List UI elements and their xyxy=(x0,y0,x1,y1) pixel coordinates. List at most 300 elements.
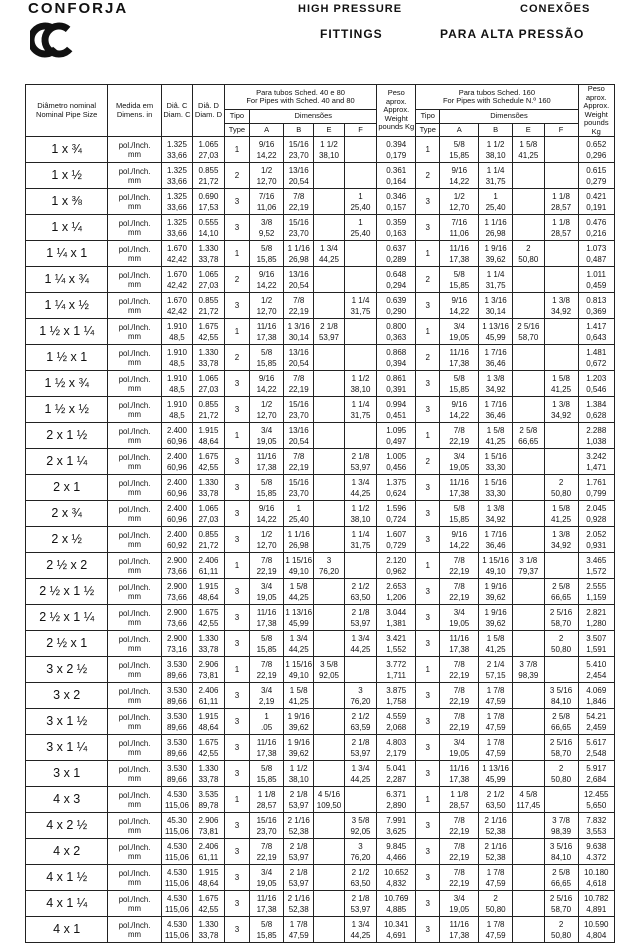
cell-c: 4.530 115,06 xyxy=(161,891,193,917)
cell-w40: 1.005 0,456 xyxy=(377,449,416,475)
cell-f40: 1 1/4 31,75 xyxy=(344,293,377,319)
nominal-size: 2 x 1 xyxy=(26,475,108,501)
cell-a40: 1 .05 xyxy=(250,709,284,735)
cell-w40: 9.845 4,466 xyxy=(377,839,416,865)
cell-e160: 4 5/8 117,45 xyxy=(513,787,545,813)
cell-w160: 4.069 1,846 xyxy=(578,683,614,709)
cell-b160: 1 9/16 39,62 xyxy=(479,241,513,267)
nominal-size: 1 ¼ x ¾ xyxy=(26,267,108,293)
cell-f160: 2 50,80 xyxy=(544,631,578,657)
cell-t40: 2 xyxy=(224,163,249,189)
cell-e160 xyxy=(513,839,545,865)
cell-b160: 1 5/16 33,30 xyxy=(479,449,513,475)
table-row xyxy=(26,683,615,709)
cell-w160: 10.590 4,804 xyxy=(578,917,614,943)
unit-label: pol./Inch. mm xyxy=(108,527,161,553)
cell-b160: 1 5/8 41,25 xyxy=(479,631,513,657)
cell-a160: 7/16 11,06 xyxy=(440,215,479,241)
cell-t40: 3 xyxy=(224,501,249,527)
cell-c: 1.325 33,66 xyxy=(161,189,193,215)
cell-a160: 11/16 17,38 xyxy=(440,475,479,501)
cell-a40: 9/16 14,22 xyxy=(250,371,284,397)
cell-e40: 4 5/16 109,50 xyxy=(314,787,344,813)
unit-label: pol./Inch. mm xyxy=(108,137,161,163)
cell-d: 0.855 21,72 xyxy=(193,293,225,319)
cell-d: 0.555 14,10 xyxy=(193,215,225,241)
cell-e40: 3 76,20 xyxy=(314,553,344,579)
cell-f40: 2 1/2 63,50 xyxy=(344,579,377,605)
unit-label: pol./Inch. mm xyxy=(108,475,161,501)
cell-b40: 2 1/8 53,97 xyxy=(284,787,314,813)
table-row xyxy=(26,189,615,215)
unit-label: pol./Inch. mm xyxy=(108,683,161,709)
cell-f160: 1 5/8 41,25 xyxy=(544,371,578,397)
cell-a160: 7/8 22,19 xyxy=(440,709,479,735)
cell-a160: 3/4 19,05 xyxy=(440,319,479,345)
cell-w40: 7.991 3,625 xyxy=(377,813,416,839)
unit-label: pol./Inch. mm xyxy=(108,241,161,267)
cell-b40: 2 1/16 52,38 xyxy=(284,891,314,917)
cell-e160: 2 5/8 66,65 xyxy=(513,423,545,449)
cell-a40: 3/4 19,05 xyxy=(250,423,284,449)
cell-f40 xyxy=(344,267,377,293)
cell-c: 1.670 42,42 xyxy=(161,267,193,293)
cell-w160: 1.011 0,459 xyxy=(578,267,614,293)
table-row xyxy=(26,787,615,813)
cell-w160: 1.481 0,672 xyxy=(578,345,614,371)
cell-b160: 1 7/8 47,59 xyxy=(479,709,513,735)
cell-b160: 2 1/2 63,50 xyxy=(479,787,513,813)
cell-f160: 1 3/8 34,92 xyxy=(544,397,578,423)
cell-d: 1.675 42,55 xyxy=(193,735,225,761)
cell-f160: 1 3/8 34,92 xyxy=(544,527,578,553)
nominal-size: 2 ½ x 1 ¼ xyxy=(26,605,108,631)
cell-w40: 2.653 1,206 xyxy=(377,579,416,605)
nominal-size: 3 x 1 ¼ xyxy=(26,735,108,761)
cell-b160: 1 3/8 34,92 xyxy=(479,501,513,527)
cell-b160: 1 7/8 47,59 xyxy=(479,683,513,709)
cell-b40: 1 9/16 39,62 xyxy=(284,735,314,761)
cell-f40: 1 1/2 38,10 xyxy=(344,371,377,397)
unit-label: pol./Inch. mm xyxy=(108,579,161,605)
cell-w40: 0.639 0,290 xyxy=(377,293,416,319)
e40-header: E xyxy=(314,123,344,136)
cell-d: 1.675 42,55 xyxy=(193,319,225,345)
cell-t160: 3 xyxy=(416,189,440,215)
cell-w40: 0.637 0,289 xyxy=(377,241,416,267)
cell-e40 xyxy=(314,423,344,449)
cell-t160: 3 xyxy=(416,891,440,917)
cell-t40: 3 xyxy=(224,631,249,657)
nominal-size: 3 x 2 xyxy=(26,683,108,709)
cell-f40: 2 1/8 53,97 xyxy=(344,735,377,761)
cell-w40: 1.596 0,724 xyxy=(377,501,416,527)
cell-t160: 1 xyxy=(416,241,440,267)
cell-b40: 13/16 20,54 xyxy=(284,423,314,449)
cell-f40: 3 76,20 xyxy=(344,839,377,865)
cell-w40: 0.346 0,157 xyxy=(377,189,416,215)
cell-b160: 1 7/8 47,59 xyxy=(479,735,513,761)
cell-f160 xyxy=(544,267,578,293)
cell-b160: 1 7/8 47,59 xyxy=(479,865,513,891)
cell-e160 xyxy=(513,813,545,839)
cell-f160: 1 1/8 28,57 xyxy=(544,189,578,215)
cell-f40: 1 25,40 xyxy=(344,189,377,215)
cell-e40 xyxy=(314,735,344,761)
cell-b160: 1 1/2 38,10 xyxy=(479,137,513,163)
cell-b160: 1 1/4 31,75 xyxy=(479,163,513,189)
unit-label: pol./Inch. mm xyxy=(108,501,161,527)
cell-t40: 2 xyxy=(224,345,249,371)
e160-header: E xyxy=(513,123,545,136)
cell-c: 1.910 48,5 xyxy=(161,371,193,397)
cell-c: 2.400 60,96 xyxy=(161,449,193,475)
cell-a160: 5/8 15,85 xyxy=(440,137,479,163)
nominal-size: 1 x ¼ xyxy=(26,215,108,241)
table-row xyxy=(26,917,615,943)
cell-w160: 3.465 1,572 xyxy=(578,553,614,579)
cell-a160: 7/8 22,19 xyxy=(440,423,479,449)
dims40-header: Dimensões xyxy=(250,110,377,123)
cell-b40: 1 1/16 26,98 xyxy=(284,527,314,553)
cell-w160: 9.638 4.372 xyxy=(578,839,614,865)
table-row xyxy=(26,319,615,345)
cell-c: 3.530 89,66 xyxy=(161,761,193,787)
cell-t160: 2 xyxy=(416,345,440,371)
cell-t160: 2 xyxy=(416,267,440,293)
cell-w160: 2.288 1,038 xyxy=(578,423,614,449)
cell-e40 xyxy=(314,189,344,215)
cell-d: 0.855 21,72 xyxy=(193,163,225,189)
cell-c: 1.325 33,66 xyxy=(161,215,193,241)
cell-t40: 3 xyxy=(224,839,249,865)
cell-f40: 1 1/4 31,75 xyxy=(344,397,377,423)
cell-f40: 1 1/4 31,75 xyxy=(344,527,377,553)
cell-f160: 2 5/8 66,65 xyxy=(544,865,578,891)
cell-d: 1.065 27,03 xyxy=(193,137,225,163)
cell-t160: 2 xyxy=(416,163,440,189)
cell-d: 1.915 48,64 xyxy=(193,709,225,735)
unit-label: pol./Inch. mm xyxy=(108,865,161,891)
cell-a40: 5/8 15,85 xyxy=(250,631,284,657)
table-row xyxy=(26,813,615,839)
cell-b160: 1 7/16 36,46 xyxy=(479,345,513,371)
cell-e160 xyxy=(513,475,545,501)
cell-f160: 2 50,80 xyxy=(544,917,578,943)
cell-c: 4.530 115,06 xyxy=(161,787,193,813)
unit-label: pol./Inch. mm xyxy=(108,371,161,397)
cell-t40: 2 xyxy=(224,267,249,293)
cell-e40 xyxy=(314,215,344,241)
cell-f40 xyxy=(344,137,377,163)
tipo40-header: Tipo xyxy=(224,110,249,123)
cell-w40: 1.375 0,624 xyxy=(377,475,416,501)
cell-t40: 3 xyxy=(224,761,249,787)
cell-a160: 11/16 17,38 xyxy=(440,241,479,267)
cell-f160 xyxy=(544,787,578,813)
cell-w40: 0.868 0,394 xyxy=(377,345,416,371)
cell-a40: 7/8 22,19 xyxy=(250,553,284,579)
cell-a40: 1/2 12,70 xyxy=(250,163,284,189)
cell-a40: 1/2 12,70 xyxy=(250,293,284,319)
cell-b40: 2 1/8 53,97 xyxy=(284,839,314,865)
cell-b160: 1 9/16 39,62 xyxy=(479,579,513,605)
cell-f160: 2 50,80 xyxy=(544,475,578,501)
cell-w40: 0.861 0,391 xyxy=(377,371,416,397)
cell-w160: 0.615 0,279 xyxy=(578,163,614,189)
nominal-size: 2 x 1 ½ xyxy=(26,423,108,449)
cell-w40: 10.341 4,691 xyxy=(377,917,416,943)
cell-t160: 3 xyxy=(416,761,440,787)
cell-e160: 2 50,80 xyxy=(513,241,545,267)
cell-w160: 10.180 4,618 xyxy=(578,865,614,891)
cell-w40: 1.607 0,729 xyxy=(377,527,416,553)
cell-a40: 3/4 2,19 xyxy=(250,683,284,709)
col-size-header: Diâmetro nominal Nominal Pipe Size xyxy=(26,85,108,137)
cell-b40: 1 5/8 41,25 xyxy=(284,683,314,709)
cell-a160: 7/8 22,19 xyxy=(440,579,479,605)
cell-f160 xyxy=(544,449,578,475)
cell-b40: 7/8 22,19 xyxy=(284,449,314,475)
cell-t40: 3 xyxy=(224,475,249,501)
cell-b40: 13/16 20,54 xyxy=(284,345,314,371)
cell-f160 xyxy=(544,163,578,189)
unit-label: pol./Inch. mm xyxy=(108,163,161,189)
cell-f40: 2 1/2 63,59 xyxy=(344,709,377,735)
cell-a160: 11/16 17,38 xyxy=(440,761,479,787)
cell-c: 4.530 115,06 xyxy=(161,865,193,891)
cell-w40: 10.769 4,885 xyxy=(377,891,416,917)
cell-e40 xyxy=(314,579,344,605)
cell-e160 xyxy=(513,735,545,761)
cell-t160: 3 xyxy=(416,215,440,241)
cell-b40: 1 13/16 45,99 xyxy=(284,605,314,631)
cell-b40: 15/16 23,70 xyxy=(284,475,314,501)
cell-e40 xyxy=(314,631,344,657)
nominal-size: 4 x 2 xyxy=(26,839,108,865)
cell-w40: 10.652 4,832 xyxy=(377,865,416,891)
cell-e160 xyxy=(513,709,545,735)
table-row xyxy=(26,397,615,423)
cell-b40: 2 1/16 52,38 xyxy=(284,813,314,839)
cell-d: 1.065 27,03 xyxy=(193,371,225,397)
unit-label: pol./Inch. mm xyxy=(108,709,161,735)
cell-f40 xyxy=(344,163,377,189)
cell-e40 xyxy=(314,761,344,787)
table-row xyxy=(26,371,615,397)
cell-b160: 1 3/8 34,92 xyxy=(479,371,513,397)
nominal-size: 1 x ⅜ xyxy=(26,189,108,215)
cell-c: 3.530 89,66 xyxy=(161,735,193,761)
col-d-header: Diâ. D Diam. D xyxy=(193,85,225,137)
cell-e160 xyxy=(513,865,545,891)
nominal-size: 4 x 1 xyxy=(26,917,108,943)
brand-name: CONFORJA xyxy=(28,0,129,17)
cell-b160: 2 1/16 52,38 xyxy=(479,813,513,839)
cell-b40: 1 3/4 44,25 xyxy=(284,631,314,657)
cell-b40: 1 1/2 38,10 xyxy=(284,761,314,787)
cell-e160 xyxy=(513,917,545,943)
nominal-size: 1 ½ x 1 ¼ xyxy=(26,319,108,345)
cell-e40 xyxy=(314,917,344,943)
table-row xyxy=(26,631,615,657)
unit-label: pol./Inch. mm xyxy=(108,293,161,319)
cell-c: 2.900 73,66 xyxy=(161,605,193,631)
cell-f160 xyxy=(544,241,578,267)
cell-w160: 5.410 2,454 xyxy=(578,657,614,683)
cell-f40: 2 1/8 53,97 xyxy=(344,891,377,917)
cell-a160: 7/8 22,19 xyxy=(440,813,479,839)
cell-a40: 5/8 15,85 xyxy=(250,917,284,943)
cell-t40: 1 xyxy=(224,553,249,579)
cell-b40: 1 1/16 26,98 xyxy=(284,241,314,267)
cell-d: 1.330 33,78 xyxy=(193,475,225,501)
table-row xyxy=(26,137,615,163)
title-right-bottom: PARA ALTA PRESSÃO xyxy=(440,27,585,41)
type160-header: Type xyxy=(416,123,440,136)
cell-f40: 1 3/4 44,25 xyxy=(344,761,377,787)
cell-c: 3.530 89,66 xyxy=(161,657,193,683)
cell-f160: 2 5/16 58,70 xyxy=(544,891,578,917)
cell-d: 1.675 42,55 xyxy=(193,605,225,631)
cell-a40: 5/8 15,85 xyxy=(250,761,284,787)
b160-header: B xyxy=(479,123,513,136)
cell-f40 xyxy=(344,319,377,345)
cell-d: 2.906 73,81 xyxy=(193,813,225,839)
cell-e160 xyxy=(513,371,545,397)
cell-f40: 3 76,20 xyxy=(344,683,377,709)
table-row xyxy=(26,761,615,787)
cell-b160: 1 1/16 26,98 xyxy=(479,215,513,241)
cell-e40 xyxy=(314,475,344,501)
col-unit-header: Medida em Dimens. in xyxy=(108,85,161,137)
cell-a160: 7/8 22,19 xyxy=(440,683,479,709)
cell-e40 xyxy=(314,709,344,735)
cell-e40 xyxy=(314,449,344,475)
cell-e160 xyxy=(513,215,545,241)
cell-e160 xyxy=(513,605,545,631)
cell-w160: 3.242 1,471 xyxy=(578,449,614,475)
type40-header: Type xyxy=(224,123,249,136)
a40-header: A xyxy=(250,123,284,136)
cell-d: 1.915 48,64 xyxy=(193,865,225,891)
f160-header: F xyxy=(544,123,578,136)
cell-t160: 1 xyxy=(416,787,440,813)
cell-a40: 1/2 12,70 xyxy=(250,527,284,553)
cell-a160: 11/16 17,38 xyxy=(440,631,479,657)
cell-a40: 5/8 15,85 xyxy=(250,475,284,501)
cell-t40: 3 xyxy=(224,605,249,631)
table-row xyxy=(26,215,615,241)
cell-t40: 3 xyxy=(224,293,249,319)
cell-a160: 3/4 19,05 xyxy=(440,449,479,475)
cell-w160: 0.813 0,369 xyxy=(578,293,614,319)
cell-a40: 5/8 15,85 xyxy=(250,241,284,267)
cell-f160 xyxy=(544,423,578,449)
cell-f160 xyxy=(544,657,578,683)
cell-a40: 15/16 23,70 xyxy=(250,813,284,839)
cell-a40: 5/8 15,85 xyxy=(250,345,284,371)
cell-t160: 3 xyxy=(416,579,440,605)
cell-e40: 1 3/4 44,25 xyxy=(314,241,344,267)
cell-t40: 1 xyxy=(224,241,249,267)
cell-w40: 1.095 0,497 xyxy=(377,423,416,449)
cell-t160: 2 xyxy=(416,449,440,475)
cell-d: 2.406 61,11 xyxy=(193,839,225,865)
cell-f160 xyxy=(544,345,578,371)
cell-w40: 3.875 1,758 xyxy=(377,683,416,709)
cell-a40: 7/8 22,19 xyxy=(250,657,284,683)
cell-e160 xyxy=(513,527,545,553)
cell-d: 1.330 33,78 xyxy=(193,241,225,267)
cell-c: 1.910 48,5 xyxy=(161,319,193,345)
cell-f40 xyxy=(344,241,377,267)
nominal-size: 3 x 1 ½ xyxy=(26,709,108,735)
cell-e160 xyxy=(513,345,545,371)
cell-e40 xyxy=(314,865,344,891)
cell-w160: 54.21 2,459 xyxy=(578,709,614,735)
cell-a160: 9/16 14,22 xyxy=(440,527,479,553)
cell-f40: 3 5/8 92,05 xyxy=(344,813,377,839)
cell-b40: 13/16 20,54 xyxy=(284,163,314,189)
cell-f40: 2 1/2 63,50 xyxy=(344,865,377,891)
cell-e160 xyxy=(513,683,545,709)
cell-e160 xyxy=(513,761,545,787)
cell-b160: 1 1/4 31,75 xyxy=(479,267,513,293)
cell-w160: 12.455 5,650 xyxy=(578,787,614,813)
cell-t40: 1 xyxy=(224,657,249,683)
cell-f160: 1 1/8 28,57 xyxy=(544,215,578,241)
cell-f40: 1 3/4 44,25 xyxy=(344,631,377,657)
cell-a160: 11/16 17,38 xyxy=(440,345,479,371)
unit-label: pol./Inch. mm xyxy=(108,657,161,683)
cell-w40: 4.803 2,179 xyxy=(377,735,416,761)
cell-b40: 1 7/8 47,59 xyxy=(284,917,314,943)
nominal-size: 4 x 3 xyxy=(26,787,108,813)
cell-a160: 9/16 14,22 xyxy=(440,397,479,423)
cell-a40: 3/4 19,05 xyxy=(250,579,284,605)
cell-c: 2.900 73,66 xyxy=(161,579,193,605)
cell-c: 1.910 48,5 xyxy=(161,397,193,423)
cell-t160: 3 xyxy=(416,631,440,657)
cell-f160: 3 5/16 84,10 xyxy=(544,839,578,865)
cell-a40: 11/16 17,38 xyxy=(250,735,284,761)
cell-t40: 3 xyxy=(224,813,249,839)
cell-a160: 5/8 15,85 xyxy=(440,501,479,527)
table-row xyxy=(26,891,615,917)
cell-d: 1.330 33,78 xyxy=(193,761,225,787)
cell-f160: 3 5/16 84,10 xyxy=(544,683,578,709)
cell-w160: 3.507 1,591 xyxy=(578,631,614,657)
cell-e160: 2 5/16 58,70 xyxy=(513,319,545,345)
cell-e160: 3 1/8 79,37 xyxy=(513,553,545,579)
cell-c: 1.670 42,42 xyxy=(161,241,193,267)
cell-w160: 1.761 0,799 xyxy=(578,475,614,501)
cell-f160: 2 5/16 58,70 xyxy=(544,605,578,631)
cell-b40: 1 25,40 xyxy=(284,501,314,527)
cell-e160 xyxy=(513,891,545,917)
table-row xyxy=(26,605,615,631)
cell-t40: 1 xyxy=(224,137,249,163)
table-row xyxy=(26,267,615,293)
cell-t40: 3 xyxy=(224,527,249,553)
cell-t40: 3 xyxy=(224,709,249,735)
nominal-size: 2 x ½ xyxy=(26,527,108,553)
cell-t160: 3 xyxy=(416,839,440,865)
nominal-size: 1 ½ x ½ xyxy=(26,397,108,423)
nominal-size: 1 x ½ xyxy=(26,163,108,189)
cell-t160: 1 xyxy=(416,553,440,579)
